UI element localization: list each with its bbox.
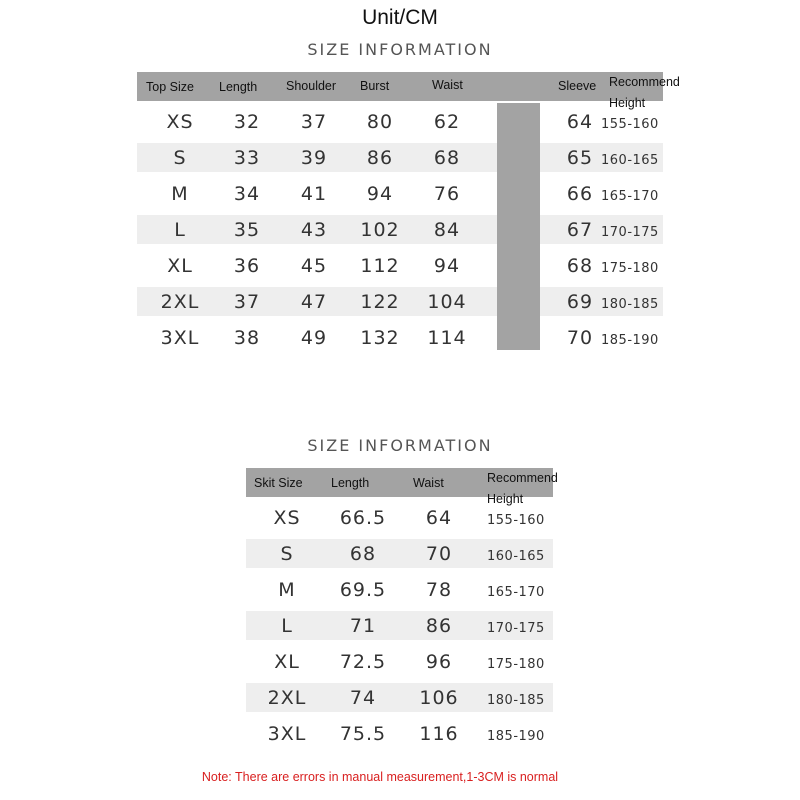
cell-burst: 80: [366, 111, 394, 133]
cell-waist: 68: [433, 147, 461, 169]
skirt-header-height-line2: Height: [487, 492, 524, 506]
cell-waist: 86: [425, 615, 453, 637]
cell-size: 2XL: [160, 291, 200, 313]
cell-size: XS: [273, 507, 301, 529]
skirt-table-title: SIZE INFORMATION: [307, 436, 493, 455]
cell-burst: 132: [360, 327, 400, 349]
cell-height: 180-185: [487, 693, 545, 708]
cell-length: 72.5: [339, 651, 387, 673]
cell-length: 66.5: [339, 507, 387, 529]
cell-waist: 70: [425, 543, 453, 565]
cell-shoulder: 49: [300, 327, 328, 349]
cell-height: 185-190: [487, 729, 545, 744]
cell-length: 34: [233, 183, 261, 205]
cell-height: 160-165: [487, 549, 545, 564]
top-header-size: Top Size: [146, 80, 194, 94]
gray-column-block: [497, 103, 540, 350]
top-header-shoulder: Shoulder: [286, 79, 337, 93]
cell-waist: 78: [425, 579, 453, 601]
cell-length: 68: [349, 543, 377, 565]
cell-waist: 84: [433, 219, 461, 241]
cell-height: 175-180: [487, 657, 545, 672]
cell-height: 160-165: [601, 153, 659, 168]
cell-size: XS: [166, 111, 194, 133]
unit-label: Unit/CM: [362, 6, 438, 29]
cell-shoulder: 37: [300, 111, 328, 133]
cell-size: S: [173, 147, 187, 169]
cell-length: 38: [233, 327, 261, 349]
top-header-height-line1: Recommend: [609, 75, 680, 89]
cell-shoulder: 47: [300, 291, 328, 313]
cell-sleeve: 65: [566, 147, 594, 169]
cell-waist: 106: [419, 687, 459, 709]
cell-height: 180-185: [601, 297, 659, 312]
cell-burst: 86: [366, 147, 394, 169]
cell-size: L: [174, 219, 186, 241]
cell-height: 175-180: [601, 261, 659, 276]
cell-size: M: [171, 183, 189, 205]
top-header-waist: Waist: [432, 78, 463, 92]
cell-size: 3XL: [267, 723, 307, 745]
top-table-title: SIZE INFORMATION: [307, 40, 493, 59]
cell-height: 170-175: [601, 225, 659, 240]
top-header-height-line2: Height: [609, 96, 646, 110]
skirt-header-height-line1: Recommend: [487, 471, 558, 485]
cell-size: M: [278, 579, 296, 601]
cell-waist: 64: [425, 507, 453, 529]
measurement-note: Note: There are errors in manual measurement,1-3CM is normal: [201, 770, 559, 784]
cell-shoulder: 45: [300, 255, 328, 277]
cell-shoulder: 43: [300, 219, 328, 241]
top-header-sleeve: Sleeve: [558, 79, 597, 93]
cell-height: 165-170: [601, 189, 659, 204]
cell-size: 2XL: [267, 687, 307, 709]
cell-length: 37: [233, 291, 261, 313]
cell-sleeve: 69: [566, 291, 594, 313]
cell-size: 3XL: [160, 327, 200, 349]
skirt-header-length: Length: [331, 476, 370, 490]
cell-burst: 112: [360, 255, 400, 277]
cell-burst: 94: [366, 183, 394, 205]
cell-height: 165-170: [487, 585, 545, 600]
cell-waist: 76: [433, 183, 461, 205]
cell-length: 75.5: [339, 723, 387, 745]
cell-length: 33: [233, 147, 261, 169]
cell-shoulder: 41: [300, 183, 328, 205]
top-header-length: Length: [219, 80, 258, 94]
cell-waist: 62: [433, 111, 461, 133]
cell-size: S: [280, 543, 294, 565]
cell-waist: 114: [427, 327, 467, 349]
cell-length: 36: [233, 255, 261, 277]
cell-sleeve: 70: [566, 327, 594, 349]
cell-length: 35: [233, 219, 261, 241]
cell-length: 32: [233, 111, 261, 133]
cell-size: XL: [167, 255, 193, 277]
cell-height: 155-160: [487, 513, 545, 528]
cell-height: 185-190: [601, 333, 659, 348]
cell-size: XL: [274, 651, 300, 673]
cell-waist: 116: [419, 723, 459, 745]
cell-waist: 96: [425, 651, 453, 673]
cell-burst: 122: [360, 291, 400, 313]
cell-length: 74: [349, 687, 377, 709]
cell-height: 155-160: [601, 117, 659, 132]
cell-sleeve: 66: [566, 183, 594, 205]
cell-length: 69.5: [339, 579, 387, 601]
cell-sleeve: 68: [566, 255, 594, 277]
cell-waist: 94: [433, 255, 461, 277]
cell-height: 170-175: [487, 621, 545, 636]
cell-shoulder: 39: [300, 147, 328, 169]
skirt-header-waist: Waist: [413, 476, 444, 490]
cell-waist: 104: [427, 291, 467, 313]
cell-length: 71: [349, 615, 377, 637]
cell-size: L: [281, 615, 293, 637]
skirt-header-size: Skit Size: [254, 476, 303, 490]
cell-burst: 102: [360, 219, 400, 241]
cell-sleeve: 67: [566, 219, 594, 241]
cell-sleeve: 64: [566, 111, 594, 133]
top-header-burst: Burst: [360, 79, 390, 93]
